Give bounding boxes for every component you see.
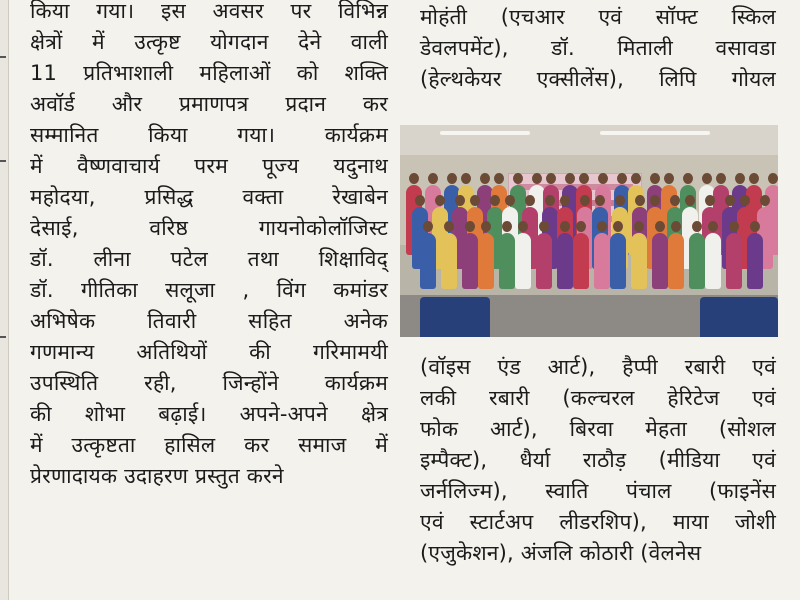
person-head [650,195,660,206]
person-head [518,221,528,232]
text-line: अभिषेक तिवारी सहित अनेक [30,309,388,333]
person-figure [462,233,478,289]
person-head [580,195,590,206]
person-head [729,221,739,232]
person-head [565,173,575,184]
left-column-text [30,0,388,492]
person-head [545,195,555,206]
person-head [671,221,681,232]
person-head [595,195,605,206]
left-gutter [0,0,9,600]
person-head [539,221,549,232]
text-line: मोहंती (एचआर एवं सॉफ्ट स्किल [420,5,776,29]
text-line: (वॉइस एंड आर्ट), हैप्पी रबारी एवं [420,355,776,379]
gutter-mark [0,336,6,338]
gutter-mark [0,56,6,58]
person-head [635,195,645,206]
person-figure [705,233,721,289]
person-head [768,173,778,184]
person-head [749,173,759,184]
person-head [490,195,500,206]
person-head [455,195,465,206]
photo-ceiling [400,125,778,155]
gutter-mark [0,160,6,162]
person-head [597,221,607,232]
person-head [502,221,512,232]
person-head [683,173,693,184]
person-figure [726,233,742,289]
person-figure [478,233,494,289]
person-head [750,221,760,232]
person-head [532,173,542,184]
person-head [613,221,623,232]
person-head [465,221,475,232]
person-head [470,195,480,206]
person-head [725,195,735,206]
person-head [435,195,445,206]
person-figure [515,233,531,289]
person-figure [594,233,610,289]
text-line: इम्पैक्ट), धैर्या राठौड़ (मीडिया एवं [420,448,776,472]
text-line: की शोभा बढ़ाई। अपने-अपने क्षेत्र [30,402,388,426]
text-line: क्षेत्रों में उत्कृष्ट योगदान देने वाली [30,30,388,54]
text-line: एवं स्टार्टअप लीडरशिप), माया जोशी [420,510,776,534]
text-line: में उत्कृष्टता हासिल कर समाज में [30,433,388,457]
text-line: लकी रबारी (कल्चरल हेरिटेज एवं [420,386,776,410]
text-line: (हेल्थकेयर एक्सीलेंस), लिपि गोयल [420,67,776,91]
text-line: महोदया, प्रसिद्ध वक्ता रेखाबेन [30,185,388,209]
person-head [546,173,556,184]
text-line: में वैष्णवाचार्य परम पूज्य यदुनाथ [30,154,388,178]
chair-right [700,297,778,337]
right-column-top-text [420,2,776,95]
person-head [708,221,718,232]
person-head [560,195,570,206]
person-head [560,221,570,232]
person-head [505,195,515,206]
person-head [716,173,726,184]
person-figure [631,233,647,289]
person-head [655,221,665,232]
person-head [461,173,471,184]
person-figure [689,233,705,289]
person-head [444,221,454,232]
person-head [631,173,641,184]
person-head [525,195,535,206]
text-line: गणमान्य अतिथियों की गरिमामयी [30,340,388,364]
text-line: देसाई, वरिष्ठ गायनोकोलॉजिस्ट [30,216,388,240]
person-head [481,221,491,232]
person-head [617,173,627,184]
text-line: उपस्थिति रही, जिन्होंने कार्यक्रम [30,371,388,395]
person-head [615,195,625,206]
person-head [598,173,608,184]
ceiling-light [440,131,530,135]
text-line: 11 प्रतिभाशाली महिलाओं को शक्ति [30,61,388,85]
person-figure [668,233,684,289]
person-head [494,173,504,184]
person-head [513,173,523,184]
text-line: सम्मानित किया गया। कार्यक्रम [30,123,388,147]
person-figure [652,233,668,289]
text-line: किया गया। इस अवसर पर विभिन्न [30,0,388,23]
person-head [634,221,644,232]
person-figure [441,233,457,289]
person-head [740,195,750,206]
person-head [692,221,702,232]
chair-left [420,297,490,337]
person-head [579,173,589,184]
person-head [447,173,457,184]
person-head [760,195,770,206]
text-line: डॉ. लीना पटेल तथा शिक्षाविद् [30,247,388,271]
person-head [664,173,674,184]
text-line: फोक आर्ट), बिरवा मेहता (सोशल [420,417,776,441]
text-line: डॉ. गीतिका सलूजा , विंग कमांडर [30,278,388,302]
text-line: अवॉर्ड और प्रमाणपत्र प्रदान कर [30,92,388,116]
person-figure [557,233,573,289]
person-head [428,173,438,184]
person-figure [747,233,763,289]
ceiling-light [600,131,710,135]
person-figure [536,233,552,289]
person-figure [499,233,515,289]
person-figure [420,233,436,289]
person-figure [610,233,626,289]
person-head [415,195,425,206]
person-head [705,195,715,206]
person-head [735,173,745,184]
right-column-bottom-text [420,352,776,569]
text-line: जर्नलिज्म), स्वाति पंचाल (फाइनेंस [420,479,776,503]
group-photo [400,125,778,337]
person-head [423,221,433,232]
text-line: प्रेरणादायक उदाहरण प्रस्तुत करने [30,464,284,488]
person-head [650,173,660,184]
person-head [480,173,490,184]
person-figure [573,233,589,289]
text-line: (एजुकेशन), अंजलि कोठारी (वेलनेस [420,541,702,565]
person-head [702,173,712,184]
person-head [409,173,419,184]
person-head [670,195,680,206]
person-head [685,195,695,206]
text-line: डेवलपमेंट), डॉ. मिताली वसावडा [420,36,776,60]
person-head [576,221,586,232]
